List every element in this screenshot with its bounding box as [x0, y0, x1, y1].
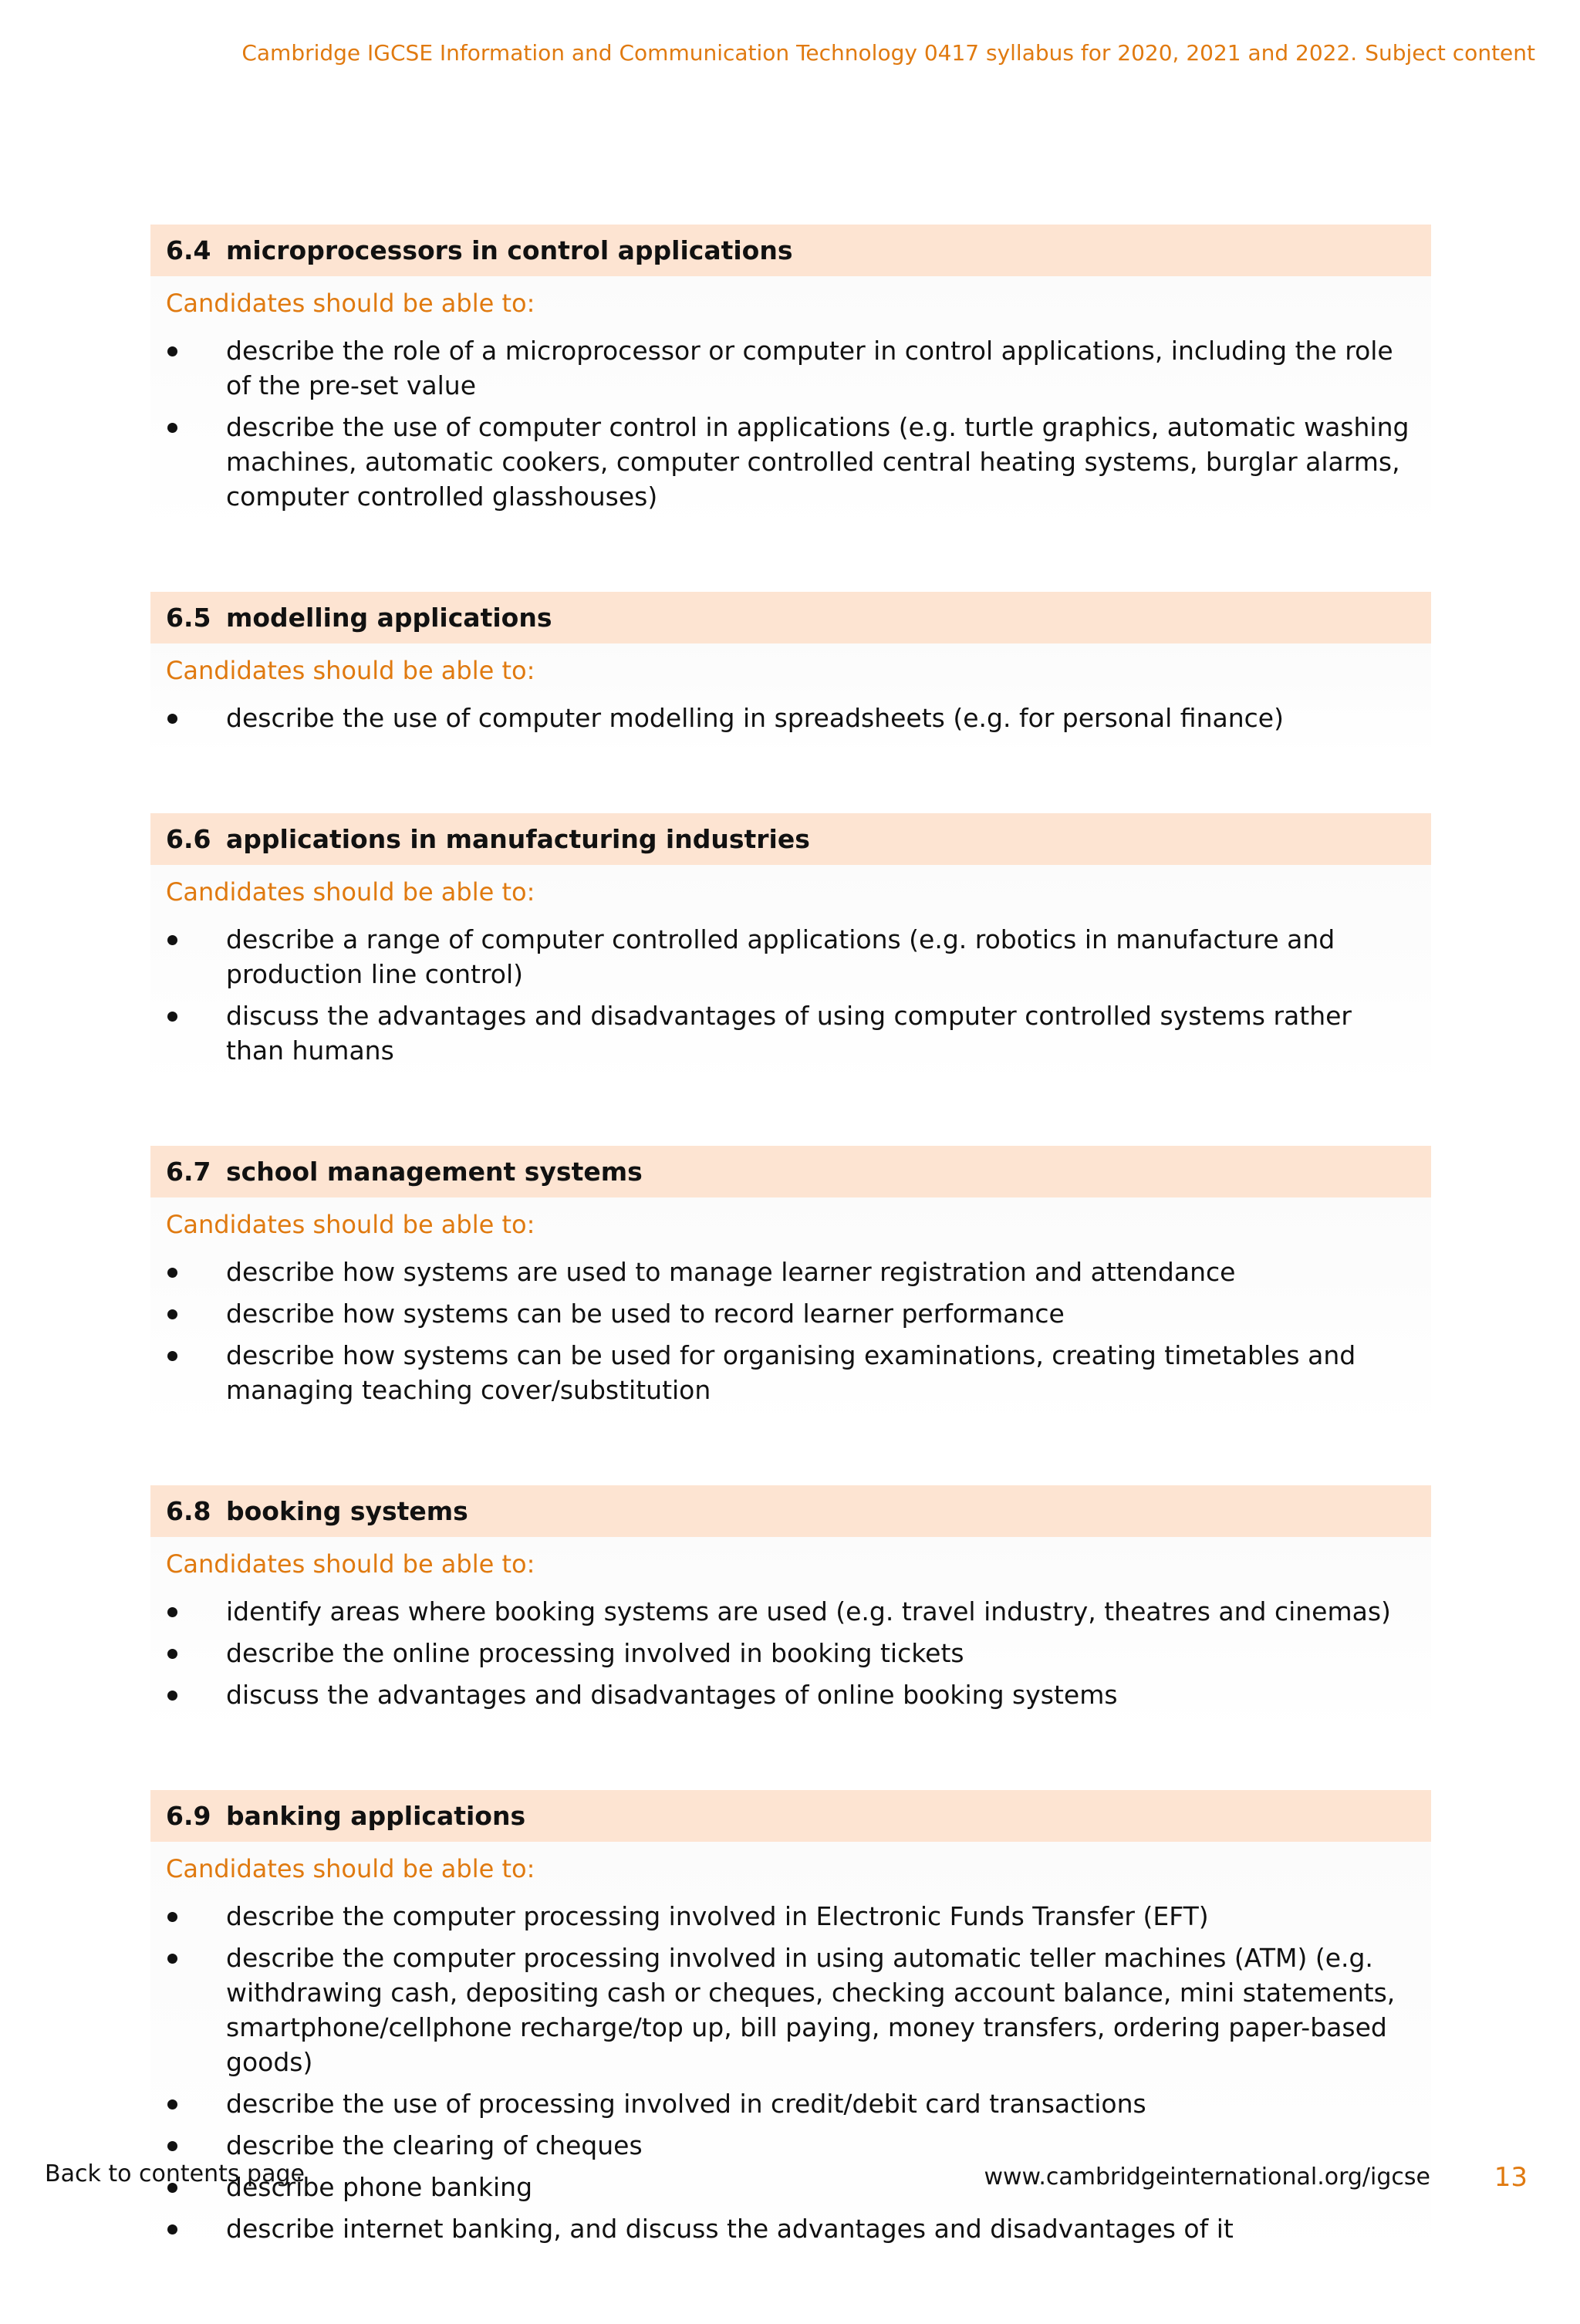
section-body: [150, 1842, 1431, 2267]
bullet-icon: [167, 346, 177, 356]
bullet-icon: [167, 2224, 177, 2234]
list-item-text: discuss the advantages and disadvantages of using computer controlled systems rather than humans: [226, 1001, 1352, 1066]
section-intro: Candidates should be able to:: [166, 1854, 535, 1883]
section-intro: Candidates should be able to:: [166, 656, 535, 685]
section-number: 6.7: [166, 1157, 211, 1187]
list-item: [150, 1677, 1431, 1712]
header-section: Subject content: [1365, 40, 1535, 66]
section-body: [150, 1197, 1431, 1428]
section-6-7: [150, 1146, 1431, 1428]
section-number: 6.6: [166, 824, 211, 854]
list-item: [150, 2128, 1431, 2163]
list-item: [150, 1255, 1431, 1289]
objective-list: [150, 1594, 1431, 1712]
section-body: [150, 643, 1431, 756]
list-item-text: describe phone banking: [226, 2172, 533, 2202]
section-intro: Candidates should be able to:: [166, 1210, 535, 1239]
list-item: [150, 1636, 1431, 1670]
section-title: applications in manufacturing industries: [226, 824, 810, 854]
bullet-icon: [167, 1912, 177, 1922]
section-6-5: [150, 592, 1431, 756]
list-item-text: discuss the advantages and disadvantages of online booking systems: [226, 1680, 1118, 1710]
section-6-4: [150, 225, 1431, 535]
list-item-text: describe the role of a microprocessor or computer in control applications, including the role of the pre-set value: [226, 336, 1393, 400]
bullet-icon: [167, 2141, 177, 2151]
list-item: [150, 333, 1431, 403]
list-item-text: describe the computer processing involved in Electronic Funds Transfer (EFT): [226, 1901, 1209, 1931]
bullet-icon: [167, 935, 177, 945]
bullet-icon: [167, 1012, 177, 1022]
list-item-text: describe a range of computer controlled applications (e.g. robotics in manufacture and production line control): [226, 924, 1335, 989]
objective-list: [150, 333, 1431, 514]
section-number: 6.9: [166, 1801, 211, 1831]
section-body: [150, 1537, 1431, 1733]
section-number: 6.5: [166, 603, 211, 633]
bullet-icon: [167, 1691, 177, 1701]
section-heading: [150, 1485, 1431, 1537]
section-intro: Candidates should be able to:: [166, 877, 535, 907]
section-intro: Candidates should be able to:: [166, 1549, 535, 1579]
list-item-text: describe how systems are used to manage learner registration and attendance: [226, 1257, 1236, 1287]
syllabus-content: [150, 225, 1431, 2324]
objective-list: [150, 1255, 1431, 1407]
list-item-text: describe the use of computer modelling in spreadsheets (e.g. for personal finance): [226, 703, 1284, 733]
list-item: [150, 1899, 1431, 1934]
section-title: school management systems: [226, 1157, 643, 1187]
list-item: [150, 1296, 1431, 1331]
section-title: modelling applications: [226, 603, 552, 633]
list-item-text: describe internet banking, and discuss the advantages and disadvantages of it: [226, 2214, 1234, 2244]
objective-list: [150, 1899, 1431, 2246]
list-item: [150, 1594, 1431, 1629]
section-6-9: [150, 1790, 1431, 2267]
section-title: microprocessors in control applications: [226, 235, 793, 265]
bullet-icon: [167, 1649, 177, 1659]
list-item-text: describe the computer processing involved in using automatic teller machines (ATM) (e.g. withdrawing cash, depositing cash or cheques, checking account balance, mini statements, smartphone/cellphone recharge/top up, bill paying, money transfers, ordering paper-based goods): [226, 1943, 1396, 2077]
list-item-text: describe the online processing involved in booking tickets: [226, 1638, 964, 1668]
section-title: booking systems: [226, 1496, 468, 1526]
objective-list: [150, 922, 1431, 1068]
list-item: [150, 2211, 1431, 2246]
list-item-text: describe the clearing of cheques: [226, 2130, 643, 2160]
list-item-text: identify areas where booking systems are used (e.g. travel industry, theatres and cinemas): [226, 1596, 1391, 1626]
section-heading: [150, 1790, 1431, 1842]
running-header: [241, 40, 1535, 66]
list-item: [150, 2086, 1431, 2121]
section-heading: [150, 1146, 1431, 1197]
section-title: banking applications: [226, 1801, 526, 1831]
header-title: Cambridge IGCSE Information and Communication Technology 0417 syllabus for 2020, 2021 and 2022.: [241, 40, 1358, 66]
section-heading: [150, 592, 1431, 643]
section-body: [150, 276, 1431, 535]
section-6-8: [150, 1485, 1431, 1733]
page-number: 13: [1494, 2162, 1528, 2193]
section-number: 6.8: [166, 1496, 211, 1526]
section-body: [150, 865, 1431, 1089]
list-item: [150, 701, 1431, 735]
bullet-icon: [167, 2099, 177, 2110]
back-to-contents-link[interactable]: Back to contents page: [45, 2160, 305, 2187]
website-link[interactable]: www.cambridgeinternational.org/igcse: [984, 2164, 1430, 2191]
list-item-text: describe how systems can be used for organising examinations, creating timetables and managing teaching cover/substitution: [226, 1340, 1356, 1405]
bullet-icon: [167, 714, 177, 724]
section-intro: Candidates should be able to:: [166, 289, 535, 318]
bullet-icon: [167, 423, 177, 433]
list-item-text: describe how systems can be used to record learner performance: [226, 1299, 1065, 1329]
section-heading: [150, 225, 1431, 276]
section-6-6: [150, 813, 1431, 1089]
bullet-icon: [167, 1268, 177, 1278]
list-item: [150, 410, 1431, 514]
bullet-icon: [167, 1954, 177, 1964]
bullet-icon: [167, 1309, 177, 1319]
list-item: [150, 1941, 1431, 2079]
list-item-text: describe the use of processing involved in credit/debit card transactions: [226, 2089, 1146, 2119]
list-item: [150, 998, 1431, 1068]
bullet-icon: [167, 1607, 177, 1617]
bullet-icon: [167, 1351, 177, 1361]
objective-list: [150, 701, 1431, 735]
list-item-text: describe the use of computer control in applications (e.g. turtle graphics, automatic washing machines, automatic cookers, computer controlled central heating systems, burglar alarms, computer controlled glasshouses): [226, 412, 1410, 512]
section-number: 6.4: [166, 235, 211, 265]
list-item: [150, 922, 1431, 991]
section-heading: [150, 813, 1431, 865]
list-item: [150, 1338, 1431, 1407]
